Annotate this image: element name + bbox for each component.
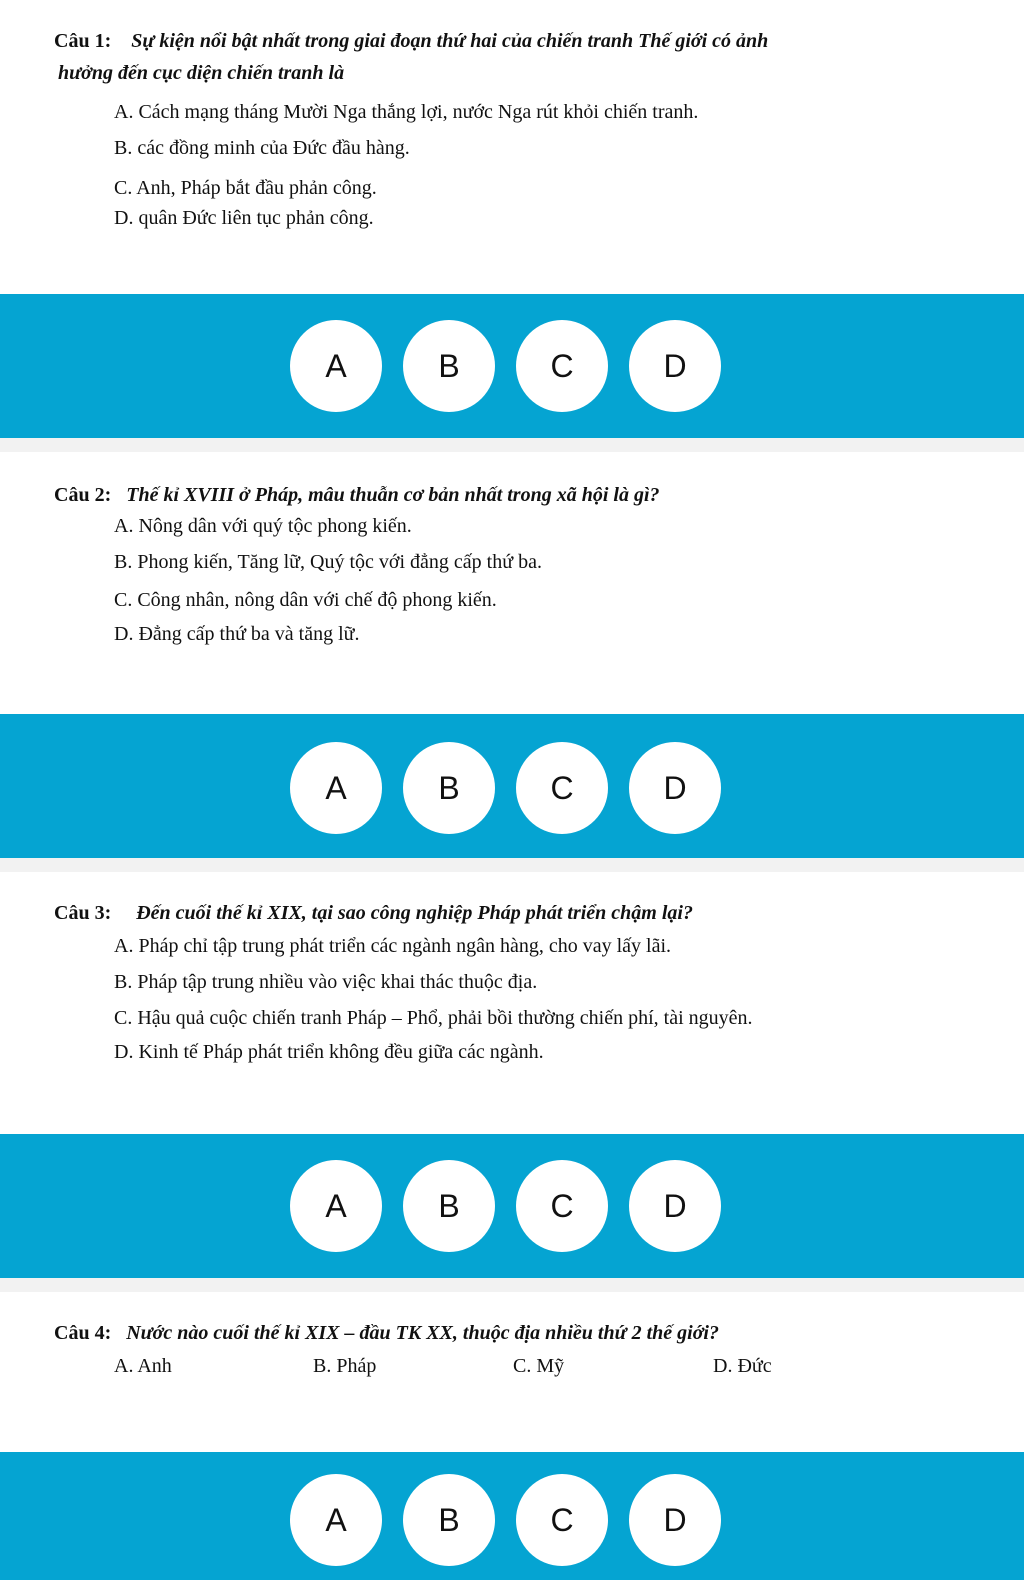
question-card-2: [0, 452, 1024, 714]
answer-band-2: [0, 714, 1024, 858]
question-4-option-b: B. Pháp: [313, 1355, 377, 1377]
question-1-text: Sự kiện nổi bật nhất trong giai đoạn thứ hai của chiến tranh Thế giới có ảnh: [131, 30, 769, 52]
question-3-option-d: D. Kinh tế Pháp phát triển không đều giữa các ngành.: [114, 1041, 544, 1063]
question-card-4: [0, 1292, 1024, 1452]
answer-button-2-a[interactable]: A: [290, 742, 382, 834]
question-2-option-b: B. Phong kiến, Tăng lữ, Quý tộc với đẳng cấp thứ ba.: [114, 551, 542, 573]
answer-button-3-b[interactable]: B: [403, 1160, 495, 1252]
question-3-option-c: C. Hậu quả cuộc chiến tranh Pháp – Phổ, phải bồi thường chiến phí, tài nguyên.: [114, 1007, 753, 1029]
question-3-option-b: B. Pháp tập trung nhiều vào việc khai thác thuộc địa.: [114, 971, 538, 993]
answer-button-4-c[interactable]: C: [516, 1474, 608, 1566]
question-card-1: [0, 0, 1024, 294]
question-3-label: Câu 3:: [54, 902, 112, 924]
question-3-line-1: [54, 898, 693, 928]
answer-button-4-a[interactable]: A: [290, 1474, 382, 1566]
answer-button-4-b[interactable]: B: [403, 1474, 495, 1566]
answer-button-3-c[interactable]: C: [516, 1160, 608, 1252]
question-2-line-1: [54, 480, 660, 510]
question-4-text: Nước nào cuối thế kỉ XIX – đầu TK XX, thuộc địa nhiều thứ 2 thế giới?: [126, 1322, 719, 1344]
question-1-option-d: D. quân Đức liên tục phản công.: [114, 207, 374, 229]
question-1-option-c: C. Anh, Pháp bắt đầu phản công.: [114, 177, 377, 199]
question-1-line-2: hưởng đến cục diện chiến tranh là: [58, 62, 345, 84]
question-2-option-c: C. Công nhân, nông dân với chế độ phong kiến.: [114, 589, 497, 611]
question-4-option-c: C. Mỹ: [513, 1355, 565, 1377]
answer-button-4-d[interactable]: D: [629, 1474, 721, 1566]
question-4-option-d: D. Đức: [713, 1355, 772, 1377]
question-1-label: Câu 1:: [54, 30, 112, 52]
question-1-option-a: A. Cách mạng tháng Mười Nga thắng lợi, nước Nga rút khỏi chiến tranh.: [114, 101, 699, 123]
question-1-line-1: [54, 26, 768, 56]
question-4-option-a: A. Anh: [114, 1355, 172, 1377]
answer-band-3: [0, 1134, 1024, 1278]
answer-button-1-d[interactable]: D: [629, 320, 721, 412]
answer-button-2-d[interactable]: D: [629, 742, 721, 834]
answer-band-1: [0, 294, 1024, 438]
answer-button-2-b[interactable]: B: [403, 742, 495, 834]
answer-button-2-c[interactable]: C: [516, 742, 608, 834]
question-4-label: Câu 4:: [54, 1322, 112, 1344]
answer-button-3-a[interactable]: A: [290, 1160, 382, 1252]
question-4-line-1: [54, 1318, 719, 1348]
question-2-option-d: D. Đẳng cấp thứ ba và tăng lữ.: [114, 623, 360, 645]
question-2-option-a: A. Nông dân với quý tộc phong kiến.: [114, 515, 412, 537]
question-1-option-b: B. các đồng minh của Đức đầu hàng.: [114, 137, 410, 159]
question-2-text: Thế kỉ XVIII ở Pháp, mâu thuẫn cơ bản nhất trong xã hội là gì?: [126, 484, 660, 506]
question-3-option-a: A. Pháp chỉ tập trung phát triển các ngành ngân hàng, cho vay lấy lãi.: [114, 935, 672, 957]
answer-button-1-b[interactable]: B: [403, 320, 495, 412]
answer-button-1-a[interactable]: A: [290, 320, 382, 412]
question-card-3: [0, 872, 1024, 1134]
answer-band-4: [0, 1452, 1024, 1580]
answer-button-1-c[interactable]: C: [516, 320, 608, 412]
question-2-label: Câu 2:: [54, 484, 112, 506]
question-3-text: Đến cuối thế kỉ XIX, tại sao công nghiệp Pháp phát triển chậm lại?: [136, 902, 693, 924]
answer-button-3-d[interactable]: D: [629, 1160, 721, 1252]
